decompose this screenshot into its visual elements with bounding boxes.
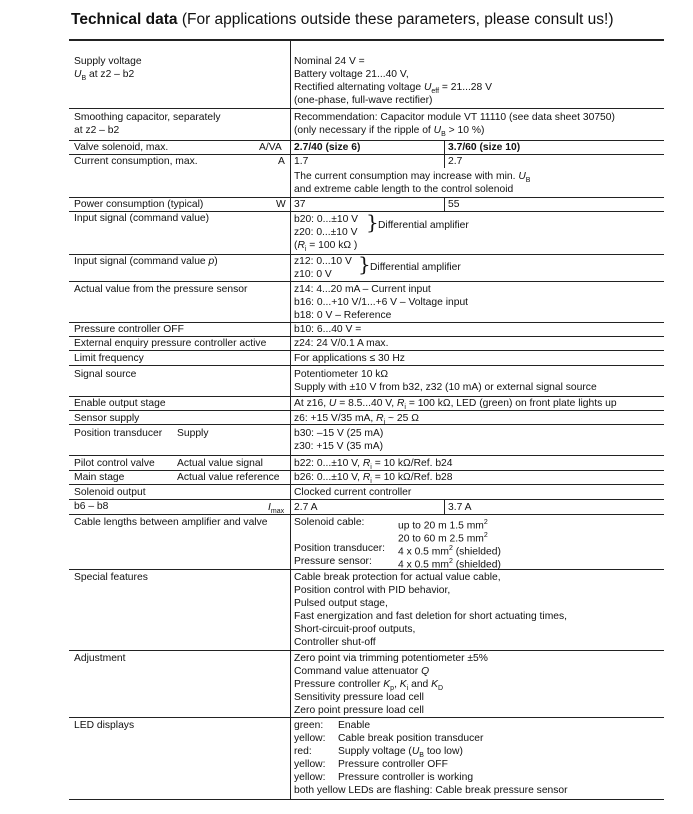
row-sublabel-smoothing: at z2 – b2	[74, 125, 120, 136]
cell-value: z24: 24 V/0.1 A max.	[294, 338, 389, 349]
cell-value: (only necessary if the ripple of $U_B > 10$ %)	[294, 125, 485, 139]
cell-note: The current consumption may increase with min. $U_B$	[294, 171, 531, 185]
row-divider	[69, 350, 664, 351]
row-sublabel: Supply	[177, 428, 209, 439]
cell-value: Pressure sensor:	[294, 556, 372, 567]
row-divider	[69, 455, 664, 456]
row-label-special-features: Special features	[74, 572, 148, 583]
table-bottom-rule	[69, 799, 664, 800]
cell-value: b10: 6...40 V =	[294, 324, 362, 335]
column-divider	[444, 197, 445, 211]
row-divider	[69, 365, 664, 366]
column-divider	[444, 499, 445, 514]
cell-value: b16: 0...+10 V/1...+6 V – Voltage input	[294, 297, 469, 308]
list-item: Cable break protection for actual value cable,	[294, 572, 501, 583]
cell-note: and extreme cable length to the control solenoid	[294, 184, 514, 195]
row-divider	[69, 281, 664, 282]
list-item: Controller shut-off	[294, 637, 376, 648]
cell-value: 55	[448, 199, 460, 210]
table-top-rule	[69, 39, 664, 41]
cell-value: 3.7/60 (size 10)	[448, 142, 521, 153]
cell-value: up to 20 m 1.5 $mm^2$	[398, 519, 488, 532]
cell-value: Zero point via trimming potentiometer ±5%	[294, 653, 488, 664]
cell-value: Solenoid cable:	[294, 517, 365, 528]
cell-value: z12: 0...10 V	[294, 256, 352, 267]
column-divider	[444, 140, 445, 154]
list-item: Pulsed output stage,	[294, 598, 388, 609]
cell-value: b22: 0...±10 V, $R_i = 10$ kΩ/Ref. b24	[294, 458, 453, 472]
cell-value: z14: 4...20 mA – Current input	[294, 284, 431, 295]
cell-value: For applications ≤ 30 Hz	[294, 353, 405, 364]
row-label-pilot-control: Pilot control valve	[74, 458, 155, 469]
cell-value: Sensitivity pressure load cell	[294, 692, 424, 703]
cell-value: At z16, U = 8.5...40 V, $R_i = 100$ kΩ, LED (green) on front plate lights up	[294, 398, 617, 412]
cell-value: 4 x 0.5 $mm^2$ (shielded)	[398, 558, 501, 571]
row-sublabel: Actual value signal	[177, 458, 263, 469]
led-color: yellow:	[294, 759, 326, 770]
cell-value: Differential amplifier	[378, 220, 469, 231]
list-item: Short-circuit-proof outputs,	[294, 624, 416, 635]
row-label-main-stage: Main stage	[74, 472, 125, 483]
led-color: red:	[294, 746, 312, 757]
row-divider	[69, 514, 664, 515]
cell-value: b20: 0...±10 V	[294, 214, 359, 225]
row-label-pressure-off: Pressure controller OFF	[74, 324, 184, 335]
unit-label: A	[278, 156, 285, 167]
cell-value: Potentiometer 10 kΩ	[294, 369, 389, 380]
unit-label: A/VA	[259, 142, 282, 153]
led-color: yellow:	[294, 772, 326, 783]
cell-value: z10: 0 V	[294, 269, 332, 280]
row-label-smoothing: Smoothing capacitor, separately	[74, 112, 221, 123]
cell-value: z30: +15 V (35 mA)	[294, 441, 383, 452]
row-label-power-consumption: Power consumption (typical)	[74, 199, 204, 210]
list-item: Fast energization and fast deletion for short actuating times,	[294, 611, 568, 622]
unit-label: W	[276, 199, 286, 210]
row-label-led-displays: LED displays	[74, 720, 135, 731]
cell-value: Clocked current controller	[294, 487, 412, 498]
cell-value: b30: –15 V (25 mA)	[294, 428, 384, 439]
cell-value: 2.7	[448, 156, 463, 167]
cell-value: Supply with ±10 V from b32, z32 (10 mA) or external signal source	[294, 382, 597, 393]
cell-value: Pressure controller $K_p$, $K_i$ and $K_D$	[294, 679, 444, 693]
cell-value: ($R_i = 100$ kΩ )	[294, 240, 358, 254]
led-description: Cable break position transducer	[338, 733, 484, 744]
led-description: Pressure controller is working	[338, 772, 474, 783]
cell-value: 3.7 A	[448, 502, 472, 513]
cell-value: Zero point pressure load cell	[294, 705, 424, 716]
cell-value: 37	[294, 199, 306, 210]
row-label-valve-solenoid: Valve solenoid, max.	[74, 142, 169, 153]
row-divider	[69, 108, 664, 109]
cell-value: Battery voltage 21...40 V,	[294, 69, 409, 80]
row-label-solenoid-output: Solenoid output	[74, 487, 146, 498]
cell-value: b18: 0 V – Reference	[294, 310, 392, 321]
cell-value: 2.7 A	[294, 502, 318, 513]
cell-value: Command value attenuator Q	[294, 666, 430, 677]
row-divider	[69, 499, 664, 500]
row-label-position-transducer: Position transducer	[74, 428, 163, 439]
brace-icon: }	[366, 210, 379, 234]
row-divider	[69, 717, 664, 718]
row-label-input-signal: Input signal (command value)	[74, 213, 210, 224]
cell-value: (one-phase, full-wave rectifier)	[294, 95, 433, 106]
row-label-signal-source: Signal source	[74, 369, 137, 380]
led-description: both yellow LEDs are flashing: Cable break pressure sensor	[294, 785, 568, 796]
row-sublabel: b6 – b8	[74, 501, 109, 512]
cell-value: 1.7	[294, 156, 309, 167]
cell-value: Nominal 24 V =	[294, 56, 365, 67]
row-label-actual-value: Actual value from the pressure sensor	[74, 284, 248, 295]
column-divider	[444, 154, 445, 168]
row-divider	[69, 569, 664, 570]
cell-value: Position transducer:	[294, 543, 386, 554]
list-item: Position control with PID behavior,	[294, 585, 451, 596]
row-sublabel: Actual value reference	[177, 472, 280, 483]
row-label-external-enquiry: External enquiry pressure controller active	[74, 338, 267, 349]
row-label-current-consumption: Current consumption, max.	[74, 156, 198, 167]
cell-value: 4 x 0.5 $mm^2$ (shielded)	[398, 545, 501, 558]
unit-label: $I_{max}$	[268, 502, 285, 516]
row-label-supply-voltage: Supply voltage	[74, 56, 142, 67]
cell-value: Differential amplifier	[370, 262, 461, 273]
cell-value: Recommendation: Capacitor module VT 11110 (see data sheet 30750)	[294, 112, 615, 123]
row-sublabel-supply-voltage: $U_B$ at z2 – b2	[74, 69, 135, 83]
column-divider	[290, 39, 291, 799]
row-label-enable-output: Enable output stage	[74, 398, 166, 409]
cell-value: 20 to 60 m 2.5 $mm^2$	[398, 532, 488, 545]
brace-icon: }	[358, 252, 371, 276]
cell-value: 2.7/40 (size 6)	[294, 142, 361, 153]
cell-value: z6: +15 V/35 mA, $R_i$ ~ 25 Ω	[294, 413, 419, 427]
led-description: Pressure controller OFF	[338, 759, 448, 770]
row-label-sensor-supply: Sensor supply	[74, 413, 140, 424]
row-label-cable-lengths: Cable lengths between amplifier and valve	[74, 517, 268, 528]
cell-value: Rectified alternating voltage $U_{eff} = 21...28$ V	[294, 82, 492, 96]
cell-value: b26: 0...±10 V, $R_i = 10$ kΩ/Ref. b28	[294, 472, 453, 486]
led-color: yellow:	[294, 733, 326, 744]
led-description: Enable	[338, 720, 371, 731]
row-label-limit-frequency: Limit frequency	[74, 353, 144, 364]
page-title: Technical data (For applications outside these parameters, please consult us!)	[71, 11, 614, 28]
cell-value: z20: 0...±10 V	[294, 227, 358, 238]
led-color: green:	[294, 720, 324, 731]
row-label-adjustment: Adjustment	[74, 653, 126, 664]
led-description: Supply voltage ($U_B$ too low)	[338, 746, 463, 760]
row-label-input-signal-p: Input signal (command value p)	[74, 256, 218, 267]
row-divider	[69, 650, 664, 651]
